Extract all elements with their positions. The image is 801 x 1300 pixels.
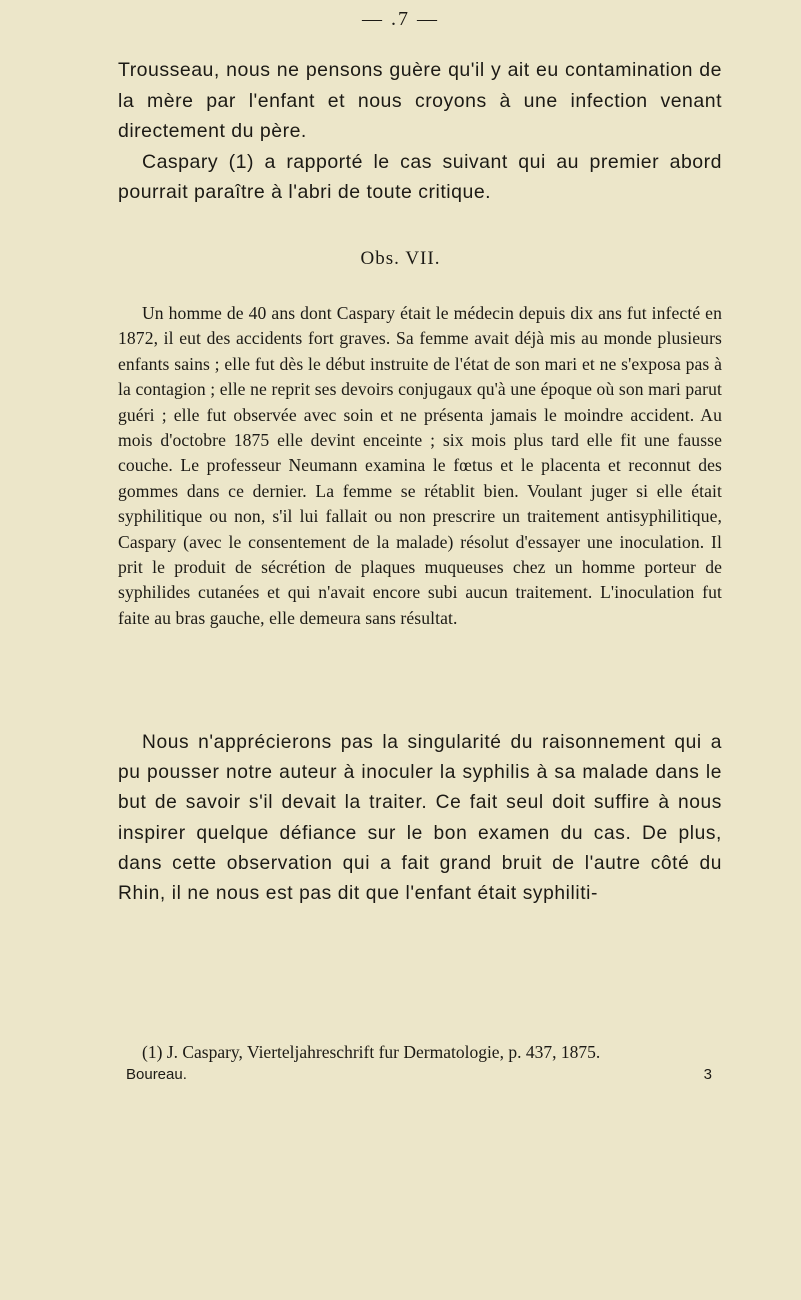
footnote bbox=[118, 1042, 722, 1063]
observation-body bbox=[118, 301, 722, 631]
intro-text bbox=[118, 55, 722, 208]
page-footer bbox=[126, 1066, 712, 1083]
page-number: — .7 — bbox=[362, 8, 439, 30]
observation-title: Obs. VII. bbox=[360, 248, 441, 269]
discussion-paragraph: Nous n'apprécierons pas la singularité du raisonnement qui a pu pousser notre auteur à inoculer la syphilis à sa malade dans le but de savoir s'il devait la traiter. Ce fait seul doit suffire à nous inspirer quelque défiance sur le bon examen du cas. De plus, dans cette observation qui a fait grand bruit de l'autre côté du Rhin, il ne nous est pas dit que l'enfant était syphiliti- bbox=[118, 732, 722, 905]
signature-mark: 3 bbox=[703, 1066, 712, 1083]
discussion-text bbox=[118, 728, 722, 909]
footnote-text: (1) J. Caspary, Vierteljahreschrift fur Dermatologie, p. 437, 1875. bbox=[142, 1042, 601, 1062]
observation-paragraph: Un homme de 40 ans dont Caspary était le médecin depuis dix ans fut infecté en 1872, il eut des accidents fort graves. Sa femme avait déjà mis au monde plusieurs enfants sains ; elle fut dès le début instruite de l'état de son mari et ne s'exposa pas à la contagion ; elle ne reprit ses devoirs conjugaux qu'à une époque où son mari parut guéri ; elle fut observée avec soin et ne présenta jamais le moindre accident. Au mois d'octobre 1875 elle devint enceinte ; six mois plus tard elle fit une fausse couche. Le professeur Neumann examina le fœtus et le placenta et reconnut des gommes dans ce dernier. La femme se rétablit bien. Voulant juger si elle était syphilitique ou non, s'il lui fallait ou non prescrire un traitement antisyphilitique, Caspary (avec le consentement de la malade) résolut d'essayer une inoculation. Il prit le produit de sécrétion de plaques muqueuses chez un homme porteur de syphilides cutanées et qui n'avait encore subi aucun traitement. L'inoculation fut faite au bras gauche, elle demeura sans résultat. bbox=[118, 303, 722, 628]
intro-paragraph: Trousseau, nous ne pensons guère qu'il y ait eu contamination de la mère par l'enfant et nous croyons à une infection venant directement du père. bbox=[118, 59, 722, 142]
intro-paragraph: Caspary (1) a rapporté le cas suivant qui au premier abord pourrait paraître à l'abri de toute critique. bbox=[118, 150, 722, 203]
footer-author: Boureau. bbox=[126, 1066, 187, 1083]
